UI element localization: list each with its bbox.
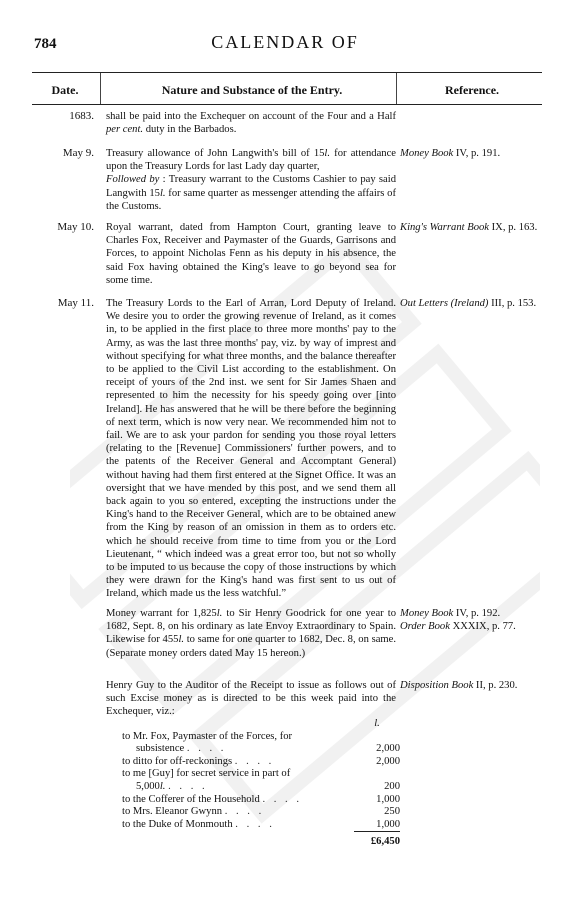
entry-text: Money warrant for 1,825l. to Sir Henry Goodrick for one year to 1682, Sept. 8, on his ordinary as late Envoy Extraordinary to Spain. Likewise for 455l. to same for one quarter to 1682, Dec. 8, on same. (Separate money orders dated May 15 hereon.) <box>106 608 396 659</box>
payment-amount <box>354 768 400 781</box>
payment-row <box>122 743 400 756</box>
payment-total: £6,450 <box>354 832 400 849</box>
payment-row <box>122 756 400 769</box>
entry-date: May 9. <box>62 147 94 159</box>
entry-reference: Money Book IV, p. 191. <box>400 148 501 159</box>
column-header-date: Date. <box>51 83 79 97</box>
payment-amount: 1,000 <box>376 818 400 830</box>
payment-row <box>122 794 400 807</box>
entry-text: Treasury allowance of John Langwith's bill of 15l. for attendance upon the Treasury Lords for last Lady day quarter, Followed by : Treasury warrant to the Customs Cashier to pay said Langwith 15l. for same quarter as messenger attending the affairs of the Customs. <box>106 148 397 212</box>
payment-label: to Mrs. Eleanor Gwynn . . . . <box>122 806 265 818</box>
payment-label: to the Cofferer of the Household . . . . <box>122 793 302 805</box>
column-header-nature: Nature and Substance of the Entry. <box>161 83 343 97</box>
entry-text: The Treasury Lords to the Earl of Arran, Lord Deputy of Ireland. We desire you to order the growing revenue of Ireland, as it comes in, to be applied in the first place to three more months' pay to the Army, as was the last three months' pay, viz. by way of imprest and without specifying for what three months, and the balance thereafter to be applied to the Civil List according to the establishment. On receipt of yours of the 2nd inst. we sent for Sir James Shaen and represented to him the necessity for his speedy going over [into Ireland]. He has answered that he will be there before the beginning of next term, which is now very near. We recommended him not to fail. We are to ask your pardon for sending you those royal letters (relating to the [Revenue] Commissioners' further powers, and to the patents of the Receiver General and Accomptant General) without having had them first entered at the Signet Office. It was an oversight that we have mended by this post, and we send them all back again to you so entered, excepting the instructions under the King's hand to the Receiver General, which are to be obtained anew from the King by reason of an omission in them as to orders etc. which he should receive from time to time from you or the Lord Lieutenant, “ which indeed was a great error too, but not so wholly to be imputed to us because the copy of those instructions by which they were drawn for the King's hand was first sent to us out of Ireland, which made us the less watchful.” <box>106 298 396 600</box>
entry-text: Henry Guy to the Auditor of the Receipt to issue as follows out of such Excise money as is directed to be this week paid into the Exchequer, viz.: <box>106 680 396 718</box>
entry-date: May 11. <box>57 297 94 309</box>
payment-label: to Mr. Fox, Paymaster of the Forces, for <box>122 730 293 742</box>
page-number: 784 <box>34 36 57 52</box>
entry-date: May 10. <box>57 221 94 233</box>
column-header-reference: Reference. <box>444 83 500 97</box>
column-divider <box>396 73 397 104</box>
running-title: CALENDAR OF <box>211 32 359 52</box>
entry-reference: King's Warrant Book IX, p. 163. <box>400 222 538 233</box>
entry-text: shall be paid into the Exchequer on account of the Four and a Half per cent. duty in the Barbados. <box>106 111 396 136</box>
payment-row <box>122 819 400 832</box>
payments-list <box>122 718 400 849</box>
payment-label: to ditto for off-reckonings . . . . <box>122 755 275 767</box>
payment-row <box>122 768 400 781</box>
entry-text: Royal warrant, dated from Hampton Court, granting leave to Charles Fox, Receiver and Paymaster of the Guards, Garrisons and Forces, to appoint Nicholas Fenn as his deputy in his absence, the said Fox having obtained the King's leave to go beyond sea for some time. <box>106 222 396 286</box>
payment-label: 5,000l. . . . . <box>136 780 208 792</box>
entry-reference: Disposition Book II, p. 230. <box>400 680 518 691</box>
entry-reference: Out Letters (Ireland) III, p. 153. <box>400 298 537 309</box>
payment-row <box>122 781 400 794</box>
currency-head: l. <box>374 718 380 729</box>
entry-reference: Money Book IV, p. 192. Order Book XXXIX, p. 77. <box>400 608 516 632</box>
payment-amount: 1,000 <box>376 793 400 805</box>
header-top-rule <box>32 72 542 73</box>
payment-amount <box>354 731 400 744</box>
payment-amount: 250 <box>384 806 400 818</box>
payment-row <box>122 731 400 744</box>
entry-date: 1683. <box>69 110 94 122</box>
payment-amount: 200 <box>384 780 400 792</box>
column-divider <box>100 73 101 104</box>
payment-total-spacer <box>122 832 354 849</box>
payment-label: subsistence . . . . <box>136 743 227 755</box>
payment-label: to the Duke of Monmouth . . . . <box>122 819 275 831</box>
payment-amount: 2,000 <box>376 743 400 755</box>
payments-spacer <box>122 718 354 731</box>
payment-label: to me [Guy] for secret service in part of <box>122 768 291 780</box>
header-bottom-rule <box>32 104 542 105</box>
payment-total-row <box>122 832 400 849</box>
payment-row <box>122 806 400 819</box>
payment-amount: 2,000 <box>376 755 400 767</box>
